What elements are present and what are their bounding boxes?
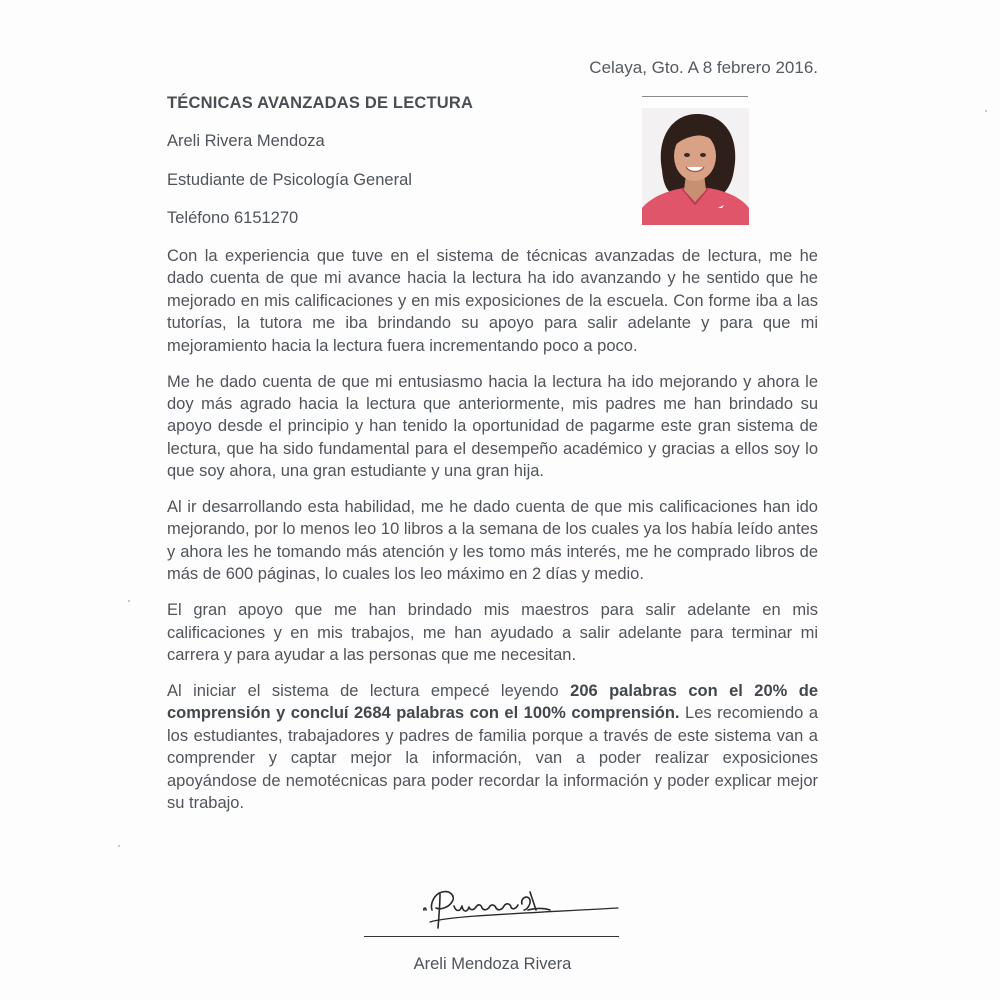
author-role: Estudiante de Psicología General [167,171,412,189]
handwritten-signature-icon [360,880,620,940]
signature-line [364,936,619,937]
scan-speck [118,845,120,847]
paragraph-4: El gran apoyo que me han brindado mis maestros para salir adelante en mis calificaciones y en mis trabajos, me han ayudado a salir adelante para terminar mi carrera y para ayudar a las personas que me necesitan. [167,601,818,664]
scan-speck [985,110,987,112]
student-photo [642,108,749,225]
paragraph-2: Me he dado cuenta de que mi entusiasmo hacia la lectura ha ido mejorando y ahora le doy más agrado hacia la lectura que anteriormente, mis padres me han brindado su apoyo desde el principio y han tenido la oportunidad de pagarme este gran sistema de lectura, que ha sido fundamental para el desempeño académico y gracias a ellos soy lo que soy ahora, una gran estudiante y una gran hija. [167,372,818,481]
author-name: Areli Rivera Mendoza [167,132,325,150]
paragraph-5-highlight: 206 palabras con el 20% de comprensión y concluí 2684 palabras con el 100% comprensión. [167,681,818,723]
signature [360,880,620,940]
date-underline [642,96,748,97]
signer-name: Areli Mendoza Rivera [413,955,572,973]
paragraph-1: Con la experiencia que tuve en el sistema de técnicas avanzadas de lectura, me he dado cuenta de que mi avance hacia la lectura ha ido avanzando y he sentido que he mejorado en mis calificaciones y en mis exposiciones de la escuela. Con forme iba a las tutorías, la tutora me iba brindando su apoyo para salir adelante y para que mi mejoramiento hacia la lectura fuera incrementando poco a poco. [167,247,818,355]
author-phone: Teléfono 6151270 [167,209,299,227]
paragraph-3: Al ir desarrollando esta habilidad, me he dado cuenta de que mis calificaciones han ido mejorando, por lo menos leo 10 libros a la semana de los cuales ya los había leído antes y ahora les he tomando más atención y les tomo más interés, me he comprado libros de más de 600 páginas, lo cuales los leo máximo en 2 días y medio. [167,498,818,584]
scan-speck [128,600,130,602]
paragraph-5 [167,680,818,814]
letter-body [167,245,818,828]
paragraph-5-end: Les recomiendo a los estudiantes, trabajadores y padres de familia porque a través de este sistema van a comprender y captar mejor la información, van a poder realizar exposiciones apoyándose de nemotécnicas para poder recordar la información y poder explicar mejor su trabajo. [167,704,818,812]
student-portrait-icon [642,108,749,225]
letter-date: Celaya, Gto. A 8 febrero 2016. [589,58,818,77]
paragraph-5-start: Al iniciar el sistema de lectura empecé leyendo [167,681,559,700]
letter-title: TÉCNICAS AVANZADAS DE LECTURA [167,94,474,112]
